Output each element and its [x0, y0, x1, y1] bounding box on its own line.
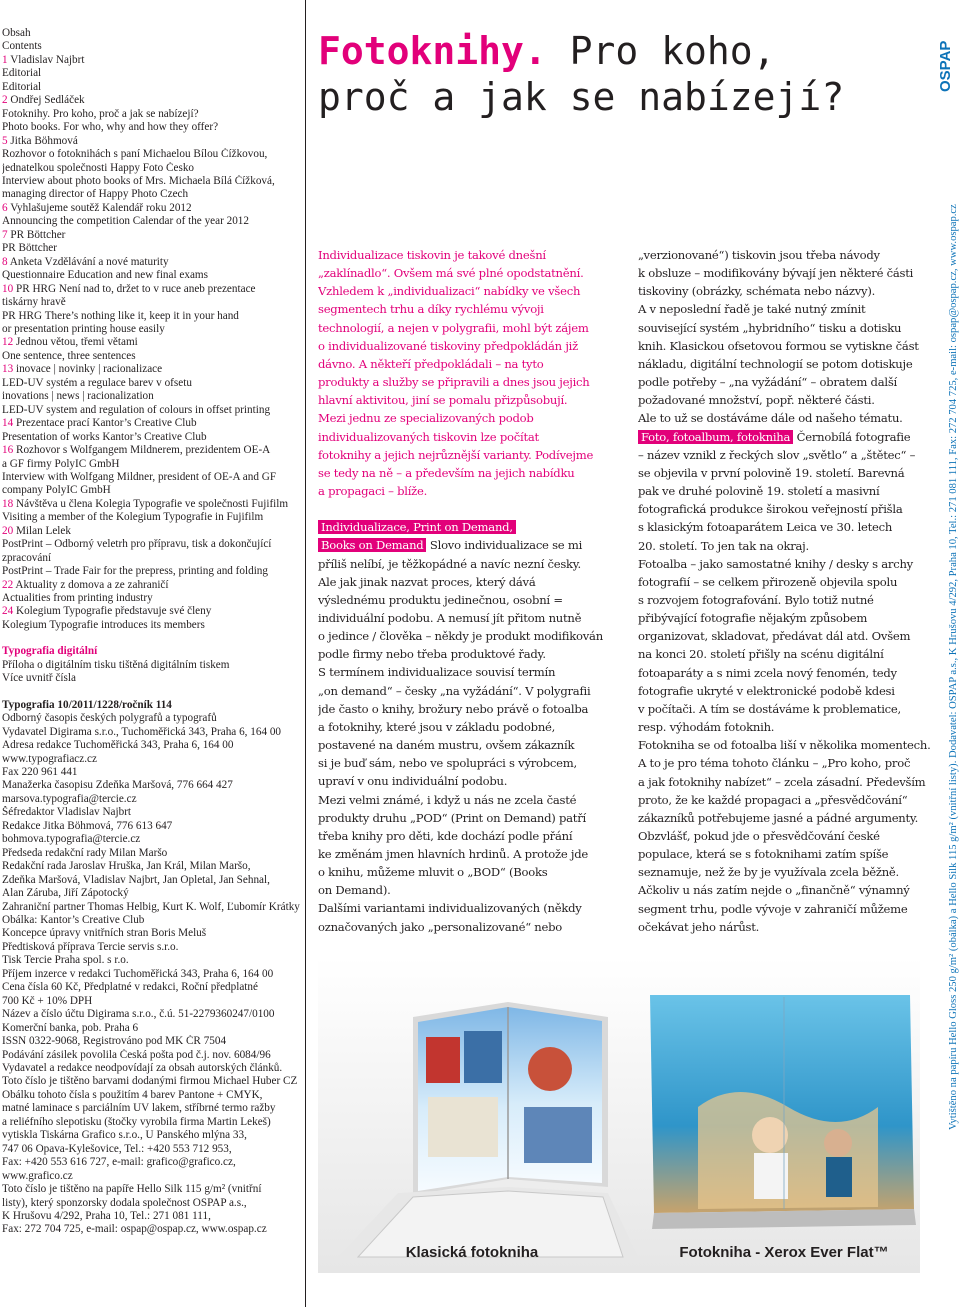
page-number: 5	[2, 134, 8, 147]
contents-entry: Presentation of works Kantor’s Creative Club	[2, 430, 207, 443]
text-line	[2, 538, 300, 551]
page-number: 7	[2, 228, 8, 241]
text-line: Komerční banka, pob. Praha 6	[2, 1021, 139, 1034]
text-line: populace, která se s fotoknihami zatím spíše	[638, 847, 889, 862]
contents-entry: LED-UV systém a regulace barev v ofsetu	[2, 376, 192, 389]
text-line: Adresa redakce Tuchoměřická 343, Praha 6, 164 00	[2, 739, 234, 752]
contents-entry: Obsah	[2, 27, 31, 39]
text-line: Fax 220 961 441	[2, 766, 78, 779]
contents-entry: PostPrint – Trade Fair for the prepress, printing and folding	[2, 565, 268, 578]
text-line: Cena čísla 60 Kč, Předplatné v redakci, Roční předplatné	[2, 981, 258, 994]
text-line: s rozvojem fotografování. Bylo totiž nutné	[638, 592, 874, 607]
contents-entry: or presentation printing house easily	[2, 322, 165, 335]
text-line: 747 06 Opava-Kylešovice, Tel.: +420 553 712 953,	[2, 1142, 232, 1155]
text-line	[2, 498, 300, 511]
text-line: a fotoknihy, které jsou v základu podobné,	[318, 719, 556, 734]
title-line2: proč a jak se nabízejí?	[318, 75, 845, 119]
text-line: očekávat jeho nárůst.	[638, 919, 760, 934]
text-line: Mezi jednu ze specializovaných podob	[318, 411, 534, 426]
article-column-2	[638, 246, 934, 936]
text-line	[2, 256, 300, 269]
text-line: a propagaci – blíže.	[318, 484, 428, 499]
contents-entry: PR HRG There’s nothing like it, keep it in your hand	[2, 309, 239, 322]
photobook-photo	[318, 957, 920, 1273]
caption-classic: Klasická fotokniha	[405, 1244, 539, 1261]
contents-entry: jednatelkou společnosti Happy Foto Česko	[2, 161, 195, 174]
text-line: v počítači. A tím se dostáváme k problematice,	[638, 701, 901, 716]
text-line: „on demand“ – česky „na vyžádání“. V polygrafii	[318, 683, 591, 698]
imprint-lines	[2, 712, 300, 1237]
digital-supplement-heading: Typografia digitální	[2, 645, 98, 658]
text-line: si je buď sám, nebo ve spolupráci s výrobcem,	[318, 756, 577, 771]
text-line	[2, 94, 300, 107]
contents-entry: Ondřej Sedláček	[7, 94, 85, 107]
text-line: S termínem individualizace souvisí termín	[318, 665, 556, 680]
contents-entry: Rozhovor o fotoknihách s paní Michaelou Bílou Čížkovou,	[2, 148, 268, 161]
text-line	[2, 323, 300, 336]
text-line: upraví v onu individuální podobu.	[318, 774, 508, 789]
text-line	[2, 484, 300, 497]
article-column-1	[318, 246, 614, 936]
contents-entry: Jitka Böhmová	[7, 134, 78, 147]
contents-entry: Jednou větou, třemi větami	[13, 336, 138, 349]
contents-entry: LED-UV system and regulation of colours in offset printing	[2, 403, 271, 416]
text-line	[2, 67, 300, 80]
contents-entry: Editorial	[2, 80, 42, 93]
text-line: podle potřeby – „na vyžádání“ – obratem další	[638, 375, 897, 390]
contents-entry: inovations | news | racionalization	[2, 390, 154, 403]
text-line	[2, 336, 300, 349]
text-line: třeba knihy pro děti, kde dochází podle přání	[318, 828, 573, 843]
contents-entry: a GF firmy PolyIC GmbH	[2, 457, 120, 470]
text-line: ISSN 0322-9068, Registrováno pod MK ČR 7504	[2, 1035, 227, 1048]
text-line	[2, 431, 300, 444]
text-line: matné laminace s parciálním UV lakem, stříbrné termo ražby	[2, 1102, 276, 1115]
text-line: k obsluze – modifikovány bývají jen některé části	[638, 266, 914, 281]
title-rest: Pro koho,	[546, 29, 776, 73]
text-line: Odborný časopis českých polygrafů a typografů	[2, 712, 217, 725]
page-number: 10	[2, 282, 14, 295]
page-number: 13	[2, 363, 14, 376]
text-line: označovaných jako „personalizované“ nebo	[318, 919, 563, 934]
contents-entry: Anketa Vzdělávání a nové maturity	[7, 255, 169, 268]
contents-entry: company PolyIC GmbH	[2, 484, 111, 497]
text-line: „zaklínadlo“. Ovšem má své plné opodstatnění.	[318, 266, 584, 281]
caption-xerox: Fotokniha - Xerox Ever Flat™	[679, 1244, 889, 1261]
contents-entry: Editorial	[2, 67, 42, 80]
text-line: postavené na daném mustru, ovšem zákazník	[318, 738, 575, 753]
text-line: zákazníků potřebujeme jasné a pádné argumenty.	[638, 810, 919, 825]
text-line: dávno. A někteří předpokládali – na tyto	[318, 356, 544, 371]
contents-entry: Rozhovor s Wolfgangem Mildnerem, prezidentem OE-A	[13, 444, 271, 457]
text-line: Ale jak jinak nazvat proces, který dává	[318, 574, 536, 589]
contents-entry: inovace | novinky | racionalizace	[13, 363, 163, 376]
contents-entry: Questionnaire Education and new final exams	[2, 269, 208, 282]
text-line	[2, 363, 300, 376]
text-line	[2, 565, 300, 578]
text-line	[2, 404, 300, 417]
text-line	[2, 592, 300, 605]
text-line: Více uvnitř čísla	[2, 672, 76, 685]
paper-supplier-note: Vytištěno na papíru Hello Gloss 250 g/m² (obálka) a Hello Silk 115 g/m² (vnitřní listy). Dodavatel: OSPAP a.s., K Hrušovu 4/292, Praha 10, Tel.: 271 081 111, Fax: 272 704 725, e-mail: ospap@ospap.cz, www.ospap.cz	[948, 204, 959, 1130]
text-line: bohmova.typografia@tercie.cz	[2, 833, 141, 846]
digital-supplement-lines	[2, 659, 300, 686]
page-number: 20	[2, 524, 14, 537]
title-strong: Fotoknihy.	[318, 29, 547, 73]
column-divider	[305, 0, 306, 1307]
text-line: Redakční rada Jaroslav Hruška, Jan Král, Milan Maršo,	[2, 860, 251, 873]
text-line	[2, 471, 300, 484]
text-line: Fotoalba – jako samostatné knihy / desky s archy	[638, 556, 913, 571]
section-label-line-3: Foto, fotoalbum, fotokniha Černobílá fotografie	[638, 428, 934, 446]
text-line: Dalšími variantami individualizovaných (někdy	[318, 901, 582, 916]
text-line: fotografie ukryté v elektronické podobě kdesi	[638, 683, 895, 698]
text-line: Tisk Tercie Praha spol. s r.o.	[2, 954, 129, 967]
text-line: související systém „hybridního“ tisku a dotisku	[638, 320, 902, 335]
text-line: o individualizované tiskoviny předpokládán již	[318, 338, 578, 353]
text-line: Toto číslo je tištěno na papíře Hello Silk 115 g/m² (vnitřní	[2, 1183, 262, 1196]
text-line: Ale to už se dostáváme dále od našeho tématu.	[638, 411, 903, 426]
section-label-individualizace: Individualizace, Print on Demand,	[318, 520, 516, 534]
page-number: 24	[2, 605, 14, 618]
page-number: 22	[2, 578, 14, 591]
text-line: hlavní aktivitou, jiní se pomalu přizpůsobují.	[318, 393, 568, 408]
contents-entry: One sentence, three sentences	[2, 349, 136, 362]
text-line: Manažerka časopisu Zdeňka Maršová, 776 664 427	[2, 779, 233, 792]
text-line	[2, 188, 300, 201]
text-line: přibývající fotografie nějakým způsobem	[638, 611, 868, 626]
text-line: tiskoviny (obrázky, schémata nebo názvy).	[638, 284, 876, 299]
ospap-logo	[934, 30, 956, 94]
page-number: 8	[2, 255, 8, 268]
text-line	[2, 377, 300, 390]
article-body-2a	[638, 246, 934, 428]
contents-entry: Vyhlašujeme soutěž Kalendář roku 2012	[7, 201, 192, 214]
text-line	[2, 444, 300, 457]
photobook-illustration	[318, 957, 920, 1273]
article-body-1	[318, 555, 614, 936]
contents-entry: Fotoknihy. Pro koho, proč a jak se nabízejí?	[2, 107, 199, 120]
text-line: Fax: 272 704 725, e-mail: ospap@ospap.cz, www.ospap.cz	[2, 1223, 267, 1236]
text-line: příliš nelíbí, je těžkopádné a navíc nezní česky.	[318, 556, 581, 571]
text-line	[2, 283, 300, 296]
text-line	[2, 350, 300, 363]
text-line	[2, 81, 300, 94]
page-number: 6	[2, 201, 8, 214]
text-line: Koncepce úpravy vnitřních stran Boris Meluš	[2, 927, 207, 940]
text-line: technologií, a nejen v polygrafii, mohl být zájem	[318, 320, 589, 335]
text-line	[2, 108, 300, 121]
text-line: Individualizace tiskovin je takové dnešní	[318, 248, 546, 262]
text-line	[2, 162, 300, 175]
text-line	[2, 458, 300, 471]
text-line	[2, 525, 300, 538]
contents-entry: managing director of Happy Photo Czech	[2, 188, 189, 201]
text-line: Obálka: Kantor’s Creative Club	[2, 914, 145, 926]
page-number: 14	[2, 417, 14, 430]
text-line	[2, 579, 300, 592]
page-number: 1	[2, 53, 8, 66]
page-number: 2	[2, 94, 8, 107]
contents-entry: Interview with Wolfgang Mildner, president of OE-A and GF	[2, 470, 277, 483]
text-line: pak ve druhé polovině 19. století a masivní	[638, 484, 880, 499]
contents-entry: zpracování	[2, 551, 52, 564]
text-line: Příjem inzerce v redakci Tuchoměřická 343, Praha 6, 164 00	[2, 967, 274, 980]
text-line: segment trhu, podle vývoje v zahraničí můžeme	[638, 901, 908, 916]
text-line: – název vznikl z řeckých slov „světlo“ a „štětec“ –	[638, 447, 916, 462]
text-line	[2, 40, 300, 53]
text-line: segmentech trhu a díky rychlému vývoji	[318, 302, 544, 317]
text-line: „verzionované“) tiskovin jsou třeba návody	[638, 248, 880, 262]
section-label-foto: Foto, fotoalbum, fotokniha	[638, 430, 793, 444]
text-line: individualizovaných tiskovin lze počítat	[318, 429, 539, 444]
text-line	[2, 135, 300, 148]
contents-entry: Contents	[2, 40, 42, 53]
text-line	[2, 296, 300, 309]
page-number: 18	[2, 497, 14, 510]
text-line: knih. Klasickou ofsetovou formou se vytiskne část	[638, 338, 919, 353]
contents-entry: Actualities from printing industry	[2, 592, 153, 605]
section-label-books-on-demand: Books on Demand	[318, 538, 426, 552]
text-line: Šéfredaktor Vladislav Najbrt	[2, 806, 132, 819]
text-line	[2, 175, 300, 188]
text-line	[2, 269, 300, 282]
text-line: o jedince / člověka – někdy je produkt modifikován	[318, 629, 603, 644]
text-line	[2, 215, 300, 228]
contents-entry: Prezentace prací Kantor’s Creative Club	[13, 417, 197, 430]
contents-entry: Photo books. For who, why and how they offer?	[2, 121, 219, 134]
article-title	[318, 28, 918, 120]
contents-entry: Milan Lelek	[13, 524, 71, 537]
text-line: výslednému produktu jedinečnou, osobní =	[318, 592, 563, 607]
text-line	[2, 27, 300, 40]
contents-entry: Interview about photo books of Mrs. Michaela Bílá Čížková,	[2, 174, 275, 187]
text-line: Název a číslo účtu Digirama s.r.o., č.ú. 51-2279360247/0100	[2, 1008, 275, 1021]
text-line: Vzhledem k „individualizaci“ nabídky ve všech	[318, 284, 581, 299]
contents-entry: Kolegium Typografie představuje své členy	[13, 605, 212, 618]
text-line: o knihu, můžeme mluvit o „BOD“ (Books	[318, 865, 548, 880]
text-line: marsova.typografia@tercie.cz	[2, 792, 137, 805]
text-line: Příloha o digitálním tisku tištěná digitálním tiskem	[2, 658, 230, 671]
contents-entry: Visiting a member of the Kolegium Typografie in Fujifilm	[2, 511, 264, 524]
text-line: Zahraniční partner Thomas Helbig, Kurt K. Wolf, Ľubomír Krátky	[2, 900, 300, 913]
article-body-2b	[638, 446, 934, 936]
text-line: 20. století. To jen tak na okraj.	[638, 538, 809, 553]
text-line: Obzvlášť, pokud jde o přesvědčování české	[638, 829, 880, 843]
text-line: ke změnám jmen hlavních hrdinů. A protože jde	[318, 847, 589, 861]
section-label-line-2: Books on Demand Slovo individualizace se mi	[318, 536, 614, 554]
contents-entry: Návštěva u člena Kolegia Typografie ve společnosti Fujifilm	[13, 497, 289, 510]
text-line	[2, 390, 300, 403]
contents-entry: Aktuality z domova a ze zahraničí	[13, 578, 169, 591]
text-line: fotoknihy a jejich nejrůznější varianty. Podívejme	[318, 447, 594, 462]
contents-entry: PostPrint – Odborný veletrh pro přípravu, tisk a dokončující	[2, 538, 272, 551]
text-line: Alan Záruba, Jiří Zápotocký	[2, 887, 129, 900]
text-line: resp. výhodám fotoknih.	[638, 720, 775, 735]
contents-entry: PR HRG Není nad to, držet to v ruce aneb prezentace	[13, 282, 256, 295]
text-line: vytiskla Tiskárna Grafico s.r.o., U Panského mlýna 33,	[2, 1129, 247, 1142]
text-line: Toto číslo je tištěno barvami dodanými firmou Michael Huber CZ	[2, 1075, 298, 1088]
text-line: produkty a služby se připravili a dnes jsou jejich	[318, 375, 590, 390]
text-line: Ačkoliv u nás zatím nejde o „finančně“ výnamný	[638, 883, 910, 898]
text-line: se tedy na ně – a především na jejich nabídku	[318, 465, 575, 480]
text-line	[2, 54, 300, 67]
text-line: A to je pro téma tohoto článku – „Pro koho, proč	[638, 756, 911, 771]
text-line	[2, 605, 300, 618]
page-number: 12	[2, 336, 14, 349]
text-line: Předtisková příprava Tercie servis s.r.o.	[2, 940, 179, 953]
article-lead	[318, 246, 614, 500]
text-line	[2, 229, 300, 242]
text-line: individuální podobu. A nemusí jít přitom nutně	[318, 610, 582, 625]
section-label-line-1	[318, 518, 614, 536]
text-line: Mezi velmi známé, i když u nás ne zcela časté	[318, 792, 577, 807]
text-line: Zdeňka Maršová, Vladislav Najbrt, Jan Opletal, Jan Sehnal,	[2, 873, 270, 886]
contents-entry: tiskárny hravě	[2, 296, 66, 309]
text-line: nákladu, digitální technologií se potom dotiskuje	[638, 356, 913, 371]
text-line: Podávání zásilek povolila Česká pošta pod č.j. nov. 6084/96	[2, 1048, 271, 1061]
text-line: podle firmy nebo třeba produktové řady.	[318, 647, 546, 662]
text-line: A v neposlední řadě je také nutný zmínit	[638, 302, 866, 317]
text-line	[2, 552, 300, 565]
text-line: Vydavatel a redakce neodpovídají za obsah autorských článků.	[2, 1061, 283, 1074]
text-line: Vydavatel Digirama s.r.o., Tuchoměřická 343, Praha 6, 164 00	[2, 725, 282, 738]
text-line: fotografická produkce širokou veřejností přišla	[638, 502, 903, 517]
text-line	[2, 121, 300, 134]
text-line: www.typografiacz.cz	[2, 752, 97, 765]
table-of-contents	[2, 27, 300, 1237]
text-line: a jak fotoknihy nabízet“ – zcela zásadní. Především	[638, 774, 926, 789]
text-line: Redakce Jitka Böhmová, 776 613 647	[2, 819, 173, 832]
text-line	[2, 310, 300, 323]
text-line	[2, 202, 300, 215]
imprint-heading: Typografia 10/2011/1228/ročník 114	[2, 698, 172, 711]
text-line: Fotokniha se od fotoalba liší v několika momentech.	[638, 738, 931, 753]
contents-entry: Announcing the competition Calendar of the year 2012	[2, 215, 249, 228]
text-line	[2, 417, 300, 430]
text-line: organizovat, skladovat, předávat dál atd. Ovšem	[638, 629, 911, 644]
text-line: Fax: +420 553 616 727, e-mail: grafico@grafico.cz,	[2, 1156, 236, 1169]
text-line: s klasickým fotoaparátem Leica ve 30. letech	[638, 520, 893, 535]
contents-entry: PR Böttcher	[7, 228, 66, 241]
text-line: on Demand).	[318, 883, 391, 898]
text-line: 700 Kč + 10% DPH	[2, 994, 93, 1007]
text-line: fotografií – se celkem přirozeně objevila spolu	[638, 574, 898, 589]
text-line	[2, 148, 300, 161]
page-number: 16	[2, 444, 14, 457]
text-line: se objevila v první polovině 19. století. Barevná	[638, 465, 905, 480]
logo-text: OSPAP	[937, 40, 954, 92]
text-line: a reliéfního slepotisku (štočky vyrobila firma Martin Lekeš)	[2, 1115, 271, 1128]
text-line: fotoaparáty a s nimi zcela nový fenomén, tedy	[638, 665, 897, 680]
contents-entry: Kolegium Typografie introduces its members	[2, 618, 205, 631]
contents-list	[2, 27, 300, 632]
text-line: Obálku tohoto čísla s použitím 4 barev Pantone + CMYK,	[2, 1088, 263, 1101]
text-line	[2, 511, 300, 524]
text-line: seznamuje, než že by je využívala zcela běžně.	[638, 865, 899, 880]
text-line: produkty druhu „POD“ (Print on Demand) patří	[318, 810, 586, 825]
text-line: proto, že ke každé propagaci a „přesvědčování“	[638, 792, 908, 807]
text-line: Předseda redakční rady Milan Maršo	[2, 846, 168, 859]
text-line: požadované množství, popř. některé části.	[638, 393, 875, 408]
text-line: K Hrušovu 4/292, Praha 10, Tel.: 271 081 111,	[2, 1209, 211, 1222]
text-line	[2, 242, 300, 255]
text-line	[2, 619, 300, 632]
text-line: na konci 20. století přišly na scénu digitální	[638, 647, 884, 662]
text-line: listy), který sponzorsky dodala společnost OSPAP a.s.,	[2, 1196, 247, 1209]
contents-entry: Vladislav Najbrt	[7, 53, 85, 66]
text-line: jde často o knihy, brožury nebo právě o fotoalba	[318, 701, 589, 716]
text-line: www.grafico.cz	[2, 1169, 73, 1182]
contents-entry: PR Böttcher	[2, 242, 58, 255]
